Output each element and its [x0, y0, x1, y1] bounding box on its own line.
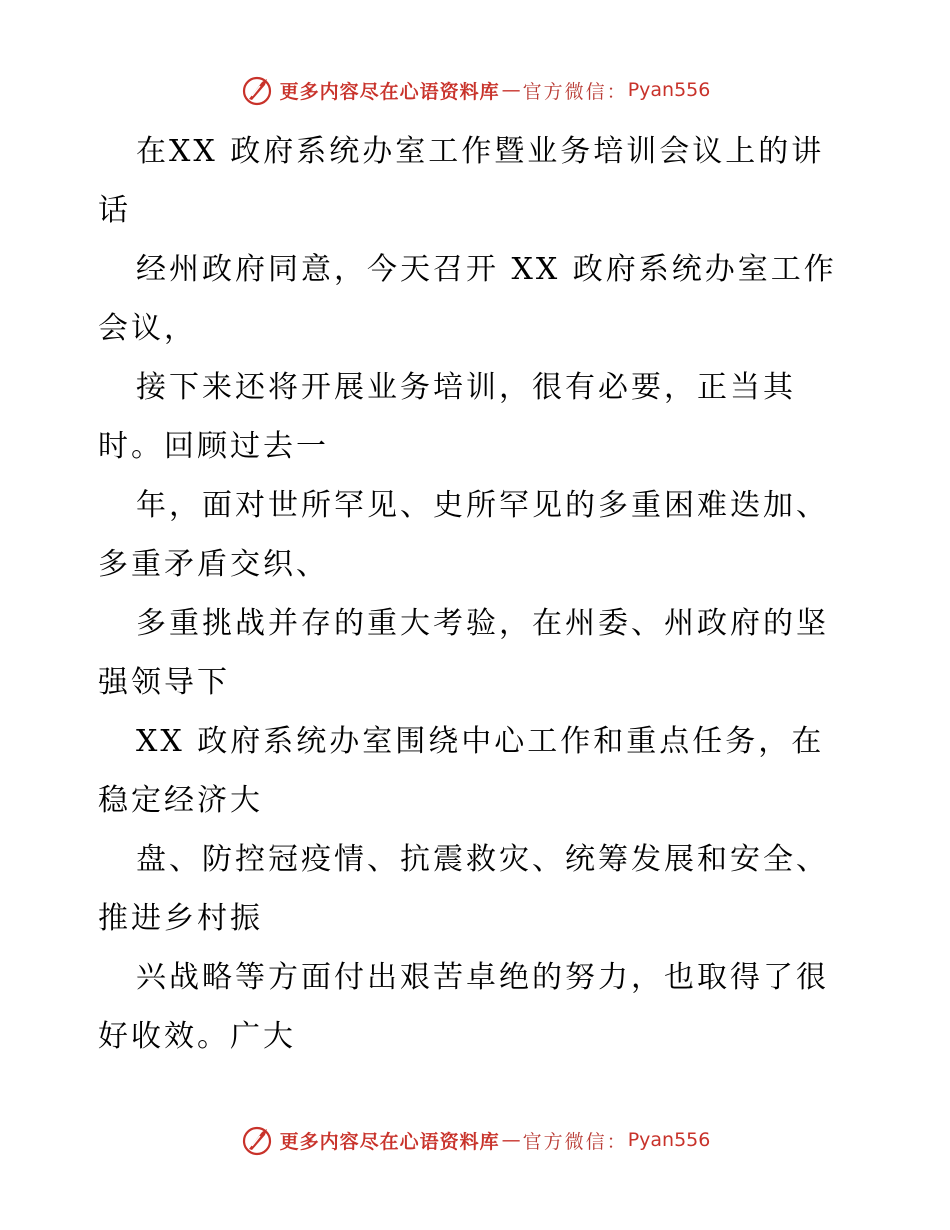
paragraph-8 — [98, 948, 858, 1066]
watermark-wechat-id: Pyan556 — [627, 79, 711, 101]
paragraph-line: 强领导下 — [98, 665, 230, 700]
paragraph-line: 盘、防控冠疫情、抗震救灾、统筹发展和安全、 — [136, 842, 829, 877]
paragraph-line: 在XX 政府系统办室工作暨业务培训会议上的讲 — [136, 134, 825, 169]
paragraph-line: 年，面对世所罕见、史所罕见的多重困难迭加、 — [136, 488, 829, 523]
watermark-dash: — — [501, 1129, 521, 1151]
paragraph-line: 会议， — [98, 311, 197, 346]
paragraph-line: 推进乡村振 — [98, 901, 263, 936]
paragraph-4 — [98, 476, 858, 594]
quill-logo-icon — [240, 1123, 274, 1157]
paragraph-line: 话 — [98, 193, 131, 228]
watermark-wechat-label: 官方微信： — [522, 1130, 628, 1153]
paragraph-6 — [98, 712, 858, 830]
footer-watermark — [0, 1120, 950, 1160]
paragraph-line: 好收效。广大 — [98, 1019, 296, 1054]
watermark-wechat-label: 官方微信： — [522, 80, 628, 103]
paragraph-line: 经州政府同意，今天召开 XX 政府系统办室工作 — [136, 252, 837, 287]
quill-logo-icon — [240, 73, 274, 107]
watermark-main-text: 更多内容尽在心语资料库 — [279, 1130, 500, 1153]
document-body — [98, 122, 858, 1066]
paragraph-line: 稳定经济大 — [98, 783, 263, 818]
paragraph-5 — [98, 594, 858, 712]
paragraph-line: 时。回顾过去一 — [98, 429, 329, 464]
paragraph-line: XX 政府系统办室围绕中心工作和重点任务，在 — [136, 724, 825, 759]
paragraph-line: 接下来还将开展业务培训，很有必要，正当其 — [136, 370, 796, 405]
paragraph-3 — [98, 358, 858, 476]
paragraph-2 — [98, 240, 858, 358]
paragraph-line: 多重挑战并存的重大考验，在州委、州政府的坚 — [136, 606, 829, 641]
watermark-main-text: 更多内容尽在心语资料库 — [279, 80, 500, 103]
watermark-wechat-id: Pyan556 — [627, 1129, 711, 1151]
paragraph-7 — [98, 830, 858, 948]
paragraph-line: 兴战略等方面付出艰苦卓绝的努力，也取得了很 — [136, 960, 829, 995]
paragraph-line: 多重矛盾交织、 — [98, 547, 329, 582]
paragraph-1 — [98, 122, 858, 240]
watermark-dash: — — [501, 79, 521, 101]
header-watermark — [0, 70, 950, 110]
